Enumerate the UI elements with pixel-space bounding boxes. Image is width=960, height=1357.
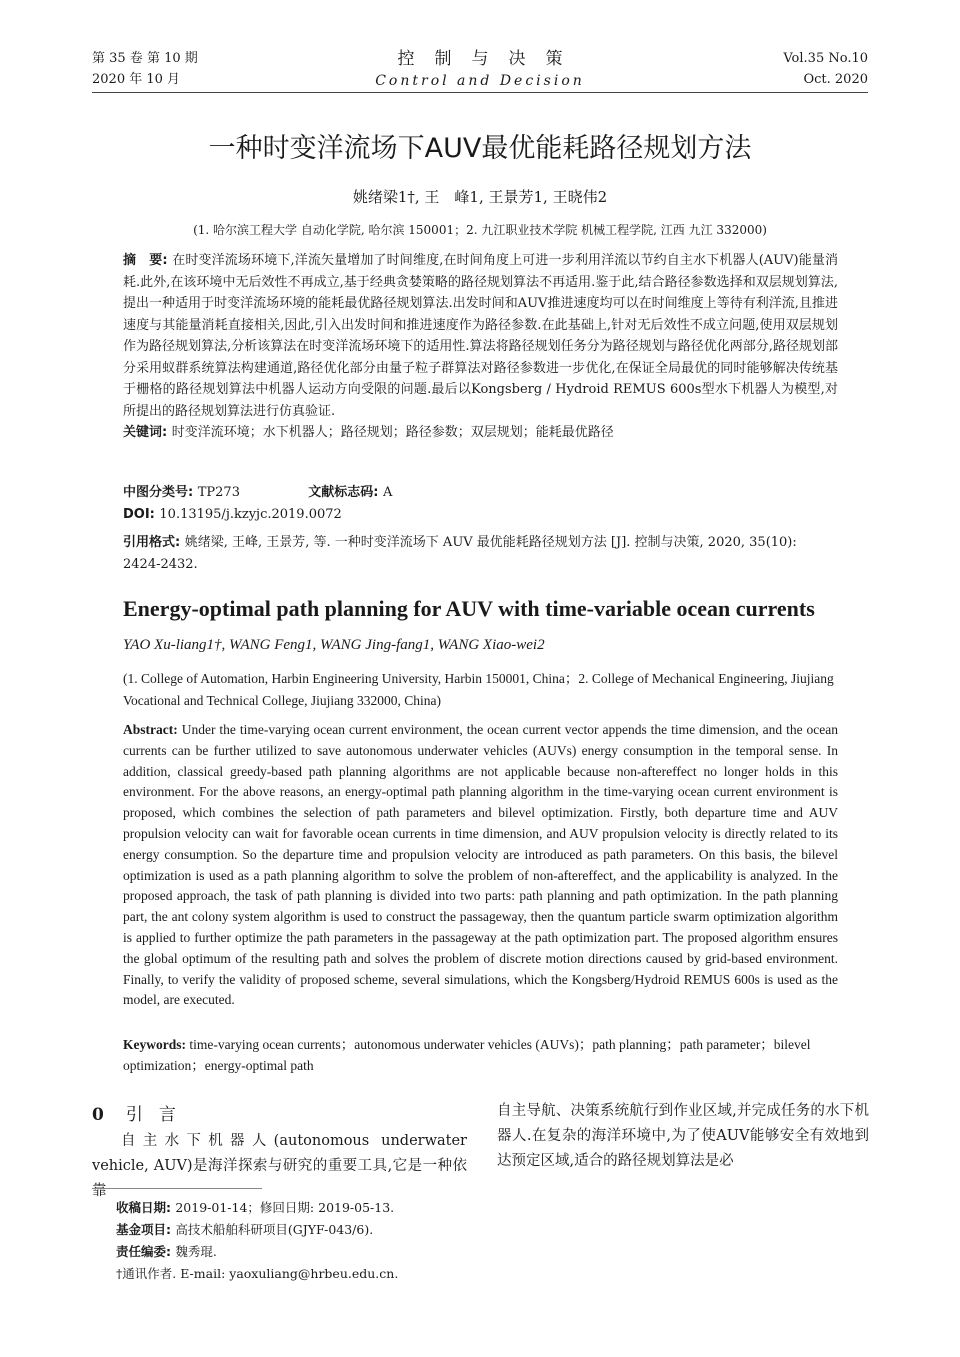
body-text-right: 自主导航、决策系统航行到作业区域,并完成任务的水下机器人.在复杂的海洋环境中,为了使AUV能够安全有效地到达预定区域,适合的路径规划算法是必 (497, 1103, 869, 1169)
section-number: 0 (92, 1105, 104, 1125)
issue-info-en (783, 48, 868, 90)
journal-name-cn: 控制与决策 (397, 49, 583, 69)
affiliations-en: (1. College of Automation, Harbin Engineering University, Harbin 150001, China；2. College of Mechanical Engineering, Jiujiang Vocational and Technical College, Jiujiang 332000, China) (123, 671, 834, 708)
abstract-cn-label: 摘 要: (123, 253, 173, 268)
issue-date-en: Oct. 2020 (803, 72, 868, 87)
abstract-cn (123, 250, 838, 444)
footnote-divider (92, 1188, 262, 1189)
footnote-editor (116, 1241, 398, 1263)
doc-code-value: A (382, 485, 393, 500)
received-value: 2019-01-14；修回日期: 2019-05-13. (175, 1200, 395, 1215)
classification-line (123, 481, 392, 500)
footnote-fund (116, 1219, 398, 1241)
journal-name-en: Control and Decision (375, 73, 585, 89)
citation-text: 姚绪梁, 王峰, 王景芳, 等. 一种时变洋流场下 AUV 最优能耗路径规划方法 [J]. 控制与决策, 2020, 35(10): 2424-2432. (123, 535, 797, 572)
footnote-corresponding: †通讯作者. E-mail: yaoxuliang@hrbeu.edu.cn. (116, 1266, 399, 1281)
keywords-cn-label: 关键词: (123, 425, 172, 440)
footnotes (116, 1197, 398, 1285)
editor-label: 责任编委: (116, 1244, 176, 1259)
section-heading (92, 1100, 192, 1125)
issue-volume: 第 35 卷 第 10 期 (92, 51, 198, 66)
keywords-en-text: time-varying ocean currents；autonomous underwater vehicles (AUVs)；path planning；path parameter；bilevel optimization；energy-optimal path (123, 1037, 811, 1073)
authors-en: YAO Xu-liang1†, WANG Feng1, WANG Jing-fang1, WANG Xiao-wei2 (123, 637, 545, 653)
paper-title-cn: 一种时变洋流场下AUV最优能耗路径规划方法 (208, 133, 752, 164)
abstract-en (123, 720, 838, 1011)
citation (123, 532, 838, 576)
clc-value: TP273 (197, 485, 240, 500)
received-label: 收稿日期: (116, 1200, 176, 1215)
keywords-en-label: Keywords: (123, 1037, 190, 1052)
keywords-cn-text: 时变洋流环境；水下机器人；路径规划；路径参数；双层规划；能耗最优路径 (171, 425, 614, 440)
affiliations-cn: (1. 哈尔滨工程大学 自动化学院, 哈尔滨 150001；2. 九江职业技术学院 机械工程学院, 江西 九江 332000) (193, 223, 767, 237)
section-title: 引言 (125, 1105, 192, 1125)
body-text-left: 自主水下机器人(autonomous underwater vehicle, AUV)是海洋探索与研究的重要工具,它是一种依靠 (92, 1133, 467, 1199)
header-divider (92, 92, 868, 93)
paper-title-en: Energy-optimal path planning for AUV with time-variable ocean currents (123, 596, 815, 621)
keywords-en (123, 1034, 838, 1076)
doi-label: DOI: (123, 507, 160, 522)
keywords-cn (123, 422, 838, 444)
abstract-en-label: Abstract: (123, 722, 182, 737)
fund-label: 基金项目: (116, 1222, 176, 1237)
clc-label: 中图分类号: (123, 485, 198, 500)
fund-value: 高技术船舶科研项目(GJYF-043/6). (175, 1222, 374, 1237)
issue-volume-en: Vol.35 No.10 (783, 51, 868, 66)
editor-value: 魏秀琨. (175, 1244, 217, 1259)
doc-code-label: 文献标志码: (308, 485, 383, 500)
footnote-received (116, 1197, 398, 1219)
abstract-cn-text: 在时变洋流场环境下,洋流矢量增加了时间维度,在时间角度上可进一步利用洋流以节约自主水下机器人(AUV)能量消耗.此外,在该环境中无后效性不再成立,基于经典贪婪策略的路径规划算法不再适用.鉴于此,结合路径参数选择和双层规划算法,提出一种适用于时变洋流场环境的能耗最优路径规划算法.出发时间和AUV推进速度均可以在时间维度上等待有利洋流,且推进速度与其能量消耗直接相关,因此,引入出发时间和推进速度作为路径参数.在此基础上,针对无后效性不成立问题,使用双层规划作为路径规划算法,分析该算法在时变洋流场环境下的适用性.算法将路径规划任务分为路径规划与路径优化两部分,路径规划部分采用蚁群系统算法构建通道,路径优化部分由量子粒子群算法对路径参数进一步优化,在保证全局最优的同时能够解决传统基于栅格的路径规划算法中机器人运动方向受限的问题.最后以Kongsberg / Hydroid REMUS 600s型水下机器人为模型,对所提出的路径规划算法进行仿真验证. (123, 253, 838, 419)
doi-value[interactable]: 10.13195/j.kzyjc.2019.0072 (159, 507, 342, 522)
citation-label: 引用格式: (123, 535, 185, 550)
abstract-en-text: Under the time-varying ocean current environment, the ocean current vector appends the time dimension, and the ocean currents can be further utilized to save autonomous underwater vehicles (AUVs) energy consumption in the temporal sense. In addition, classical greedy-based path planning algorithms are not applicable because non-aftereffect no longer holds in this environment. For the above reasons, an energy-optimal path planning algorithm in the time-varying ocean current environment is proposed, which combines the selection of path parameters and bilevel optimization. Firstly, both departure time and AUV propulsion velocity can wait for favorable ocean currents in time dimension, and AUV propulsion velocity is directly related to its energy consumption. So the departure time and propulsion velocity are introduced as path parameters. On this basis, the bilevel optimization is used as a path planning algorithm to solve the problem of non-aftereffect, and the applicability is analyzed. In the proposed approach, the task of path planning is divided into two parts: path planning and path optimization. In the path planning part, the ant colony system algorithm is used to construct the passageway, then the quantum particle swarm optimization algorithm is applied to further optimize the path parameters in the passageway at the path optimization part. The proposed algorithm ensures the global optimum of the resulting path and solves the problem of discrete motion directions caused by grid-based environment. Finally, to verify the validity of proposed scheme, several simulations, which the Kongsberg/Hydroid REMUS 600s is used as the model, are executed. (123, 722, 839, 1008)
doi-line (123, 507, 342, 522)
issue-date: 2020 年 10 月 (92, 72, 181, 87)
authors-cn: 姚绪梁1†, 王 峰1, 王景芳1, 王晓伟2 (352, 188, 608, 206)
